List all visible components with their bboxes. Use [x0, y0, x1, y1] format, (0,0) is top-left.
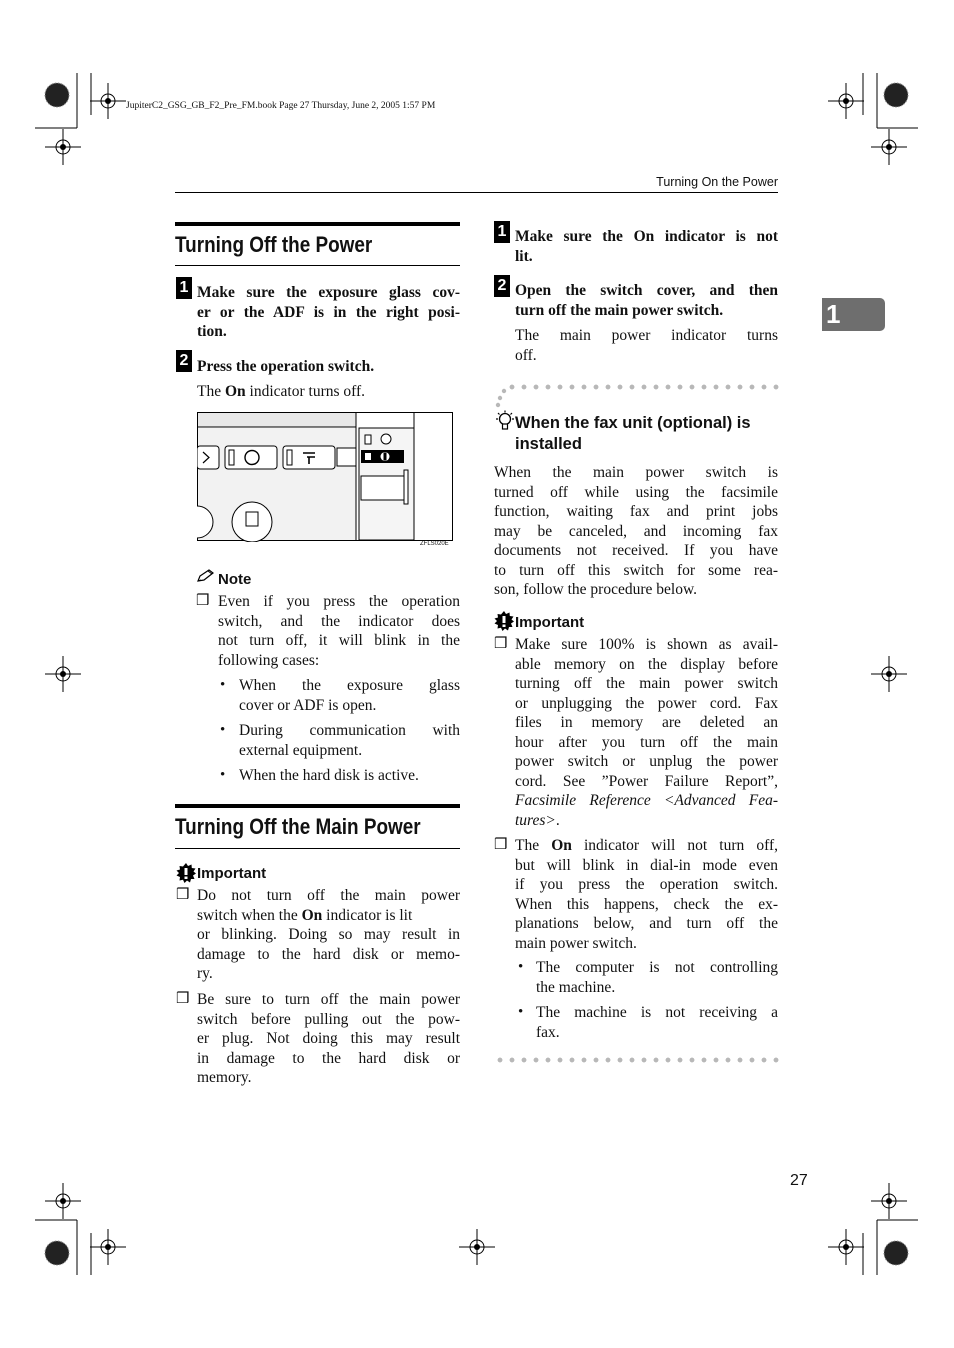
section-rule-bottom [175, 265, 460, 266]
list-item: When the exposure glass cover or ADF is open. [239, 677, 460, 714]
step-result: The On indicator turns off. [197, 383, 366, 400]
section-title: Turning Off the Main Power [175, 814, 421, 839]
checkbox-bullet: ❒ [196, 593, 210, 609]
tip-heading: When the fax unit (optional) is installed [515, 414, 751, 453]
important-text: The On indicator will not turn off, but will blink in dial-in mode even if you press the operation switch. When this happens, check the ex- planations below, and turn off the main power switch. [515, 837, 778, 952]
checkbox-bullet: ❒ [494, 636, 508, 652]
bullet: • [518, 959, 524, 975]
list-item: When the hard disk is active. [239, 767, 419, 784]
section-rule-top [175, 804, 460, 808]
bullet: • [518, 1004, 524, 1020]
important-icon [494, 611, 514, 631]
header-rule [175, 192, 778, 193]
list-item: The machine is not receiving a fax. [536, 1004, 778, 1041]
section-title: Turning Off the Power [175, 232, 373, 257]
lightbulb-icon [495, 409, 515, 433]
bullet: • [220, 722, 226, 738]
step-text: Press the operation switch. [197, 358, 375, 375]
checkbox-bullet: ❒ [176, 887, 190, 903]
step-number: 2 [494, 275, 510, 297]
step-number: 1 [494, 221, 510, 243]
important-icon [176, 863, 196, 883]
checkbox-bullet: ❒ [494, 837, 508, 853]
bullet: • [220, 677, 226, 693]
tip-body: When the main power switch is turned off while using the facsimile function, waiting fax and print jobs may be canceled, and incoming fax documents not received. If you have to turn off this switch for some rea- son, follow the procedure below. [494, 464, 778, 598]
step-text: Make sure the exposure glass cov- er or the ADF is in the right posi- tion. [197, 284, 460, 340]
list-item: The computer is not controlling the machine. [536, 959, 778, 996]
step-text: Open the switch cover, and then turn off the main power switch. [515, 282, 778, 319]
section-rule-top [175, 222, 460, 226]
chapter-tab: 1 [822, 298, 885, 331]
list-item: During communication with external equipment. [239, 722, 460, 759]
note-text: Even if you press the operation switch, and the indicator does not turn off, it will blink in the following cases: [218, 593, 460, 669]
bullet: • [220, 767, 226, 783]
step-number: 2 [176, 350, 192, 372]
step-number: 1 [176, 277, 192, 299]
dotted-divider [494, 1057, 780, 1063]
checkbox-bullet: ❒ [176, 991, 190, 1007]
dotted-divider [506, 384, 780, 390]
section-rule-bottom [175, 848, 460, 849]
step-result: The main power indicator turns off. [515, 327, 778, 364]
figure-label: ZFLS020E [420, 541, 449, 547]
important-text: Be sure to turn off the main power switch before pulling out the pow- er plug. Not doing this may result in damage to the hard disk or memory. [197, 991, 460, 1086]
file-info: JupiterC2_GSG_GB_F2_Pre_FM.book Page 27 Thursday, June 2, 2005 1:57 PM [126, 101, 436, 111]
note-heading: Note [218, 571, 252, 588]
step-text: Make sure the On indicator is not lit. [515, 228, 778, 265]
pencil-icon [197, 569, 215, 583]
important-heading: Important [197, 865, 267, 882]
important-heading: Important [515, 614, 585, 631]
running-header: Turning On the Power [656, 175, 778, 189]
control-panel-figure [197, 412, 453, 542]
important-text: Do not turn off the main power switch when the On indicator is lit or blinking. Doing so may result in damage to the hard disk or memo- ry. [197, 887, 460, 982]
page-number: 27 [790, 1172, 808, 1189]
important-text: Make sure 100% is shown as avail- able memory on the display before turning off the main power switch or unplugging the power cord. Fax files in memory are deleted an hour after you turn off the main power switch or unplug the power cord. See ”Power Failure Report”, Facsimile Reference <Advanced Fea- tures>. [515, 636, 778, 829]
